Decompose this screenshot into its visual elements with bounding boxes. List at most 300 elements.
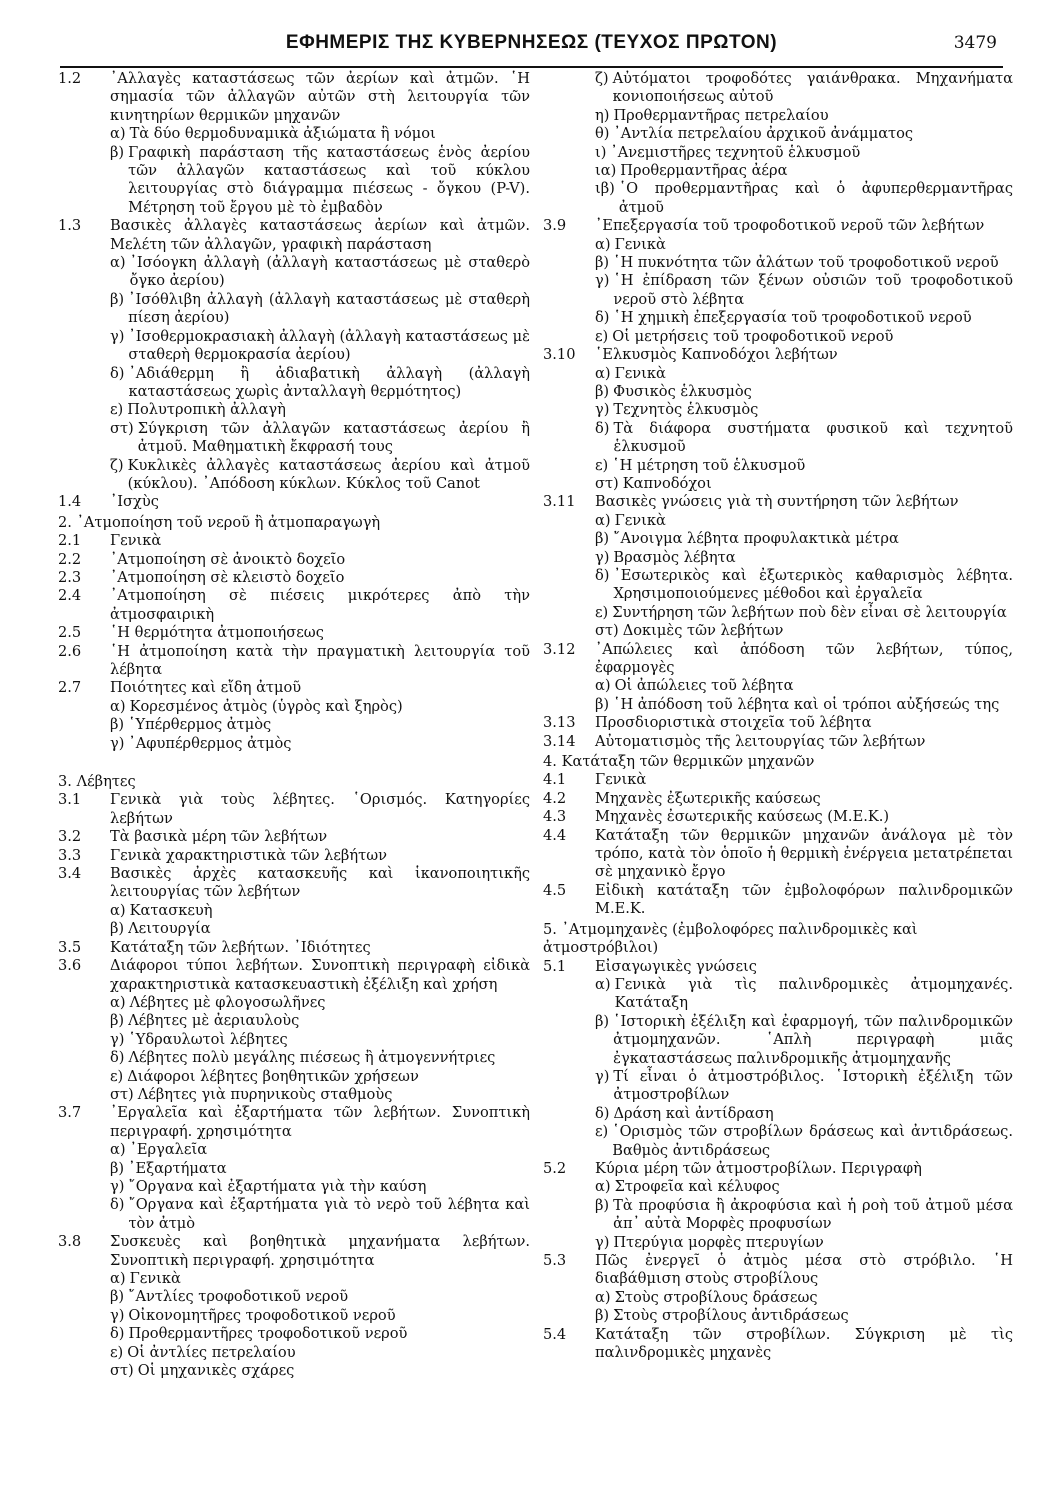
subtopic-text: ῾Η ἀπόδοση τοῦ λέβητα καὶ οἱ τρόποι αὐξήσεώς της: [613, 695, 1000, 713]
topic-text: Γενικὰ χαρακτηριστικὰ τῶν λεβήτων: [110, 846, 387, 864]
subtopic-text: Αὐτόματοι τροφοδότες γαιάνθρακα. Μηχανήματα κονιοποιήσεως αὐτοῦ: [612, 70, 1013, 106]
subtopic-marker: στ): [595, 474, 619, 492]
subtopic-marker: ι): [595, 143, 607, 161]
numbered-topic: [58, 939, 530, 957]
subtopic-text: Προθερμαντῆρες τροφοδοτικοῦ νεροῦ: [128, 1325, 408, 1343]
subtopic-marker: α): [110, 993, 126, 1011]
subtopic-item: [543, 622, 1013, 640]
subtopic-marker: δ): [595, 309, 610, 327]
subtopic-item: [543, 549, 1013, 567]
subtopic-text: ῎Οργανα καὶ ἐξαρτήματα γιὰ τὸ νερὸ τοῦ λέβητα καὶ τὸν ἀτμὸ: [128, 1196, 530, 1232]
topic-text: ῾Η ἀτμοποίηση κατὰ τὴν πραγματικὴ λειτουργία τοῦ λέβητα: [110, 642, 530, 678]
subtopic-text: Οἱ ἀντλίες πετρελαίου: [127, 1343, 296, 1361]
topic-text: Μηχανὲς ἐξωτερικῆς καύσεως: [595, 789, 821, 807]
topic-number: 3.4: [58, 865, 82, 883]
subtopic-text: ᾿Αφυπέρθερμος ἀτμὸς: [128, 734, 292, 752]
topic-number: 5.4: [543, 1325, 567, 1343]
numbered-topic: [543, 790, 1013, 808]
subtopic-item: [58, 735, 530, 753]
topic-text: Μηχανὲς ἐσωτερικῆς καύσεως (Μ.Ε.Κ.): [595, 808, 890, 826]
subtopic-marker: α): [595, 1178, 611, 1196]
subtopic-text: Προθερμαντῆρας πετρελαίου: [613, 106, 829, 124]
subtopic-item: [543, 1307, 1013, 1325]
topic-text: Κύρια μέρη τῶν ἀτμοστροβίλων. Περιγραφὴ: [595, 1159, 922, 1177]
subtopic-marker: στ): [110, 419, 134, 437]
subtopic-text: Φυσικὸς ἑλκυσμὸς: [613, 382, 752, 400]
subtopic-marker: α): [595, 511, 611, 529]
subtopic-item: [543, 365, 1013, 383]
topic-text: ᾿Απώλειες καὶ ἀπόδοση τῶν λεβήτων, τύπος, ἐφαρμογὲς: [595, 640, 1013, 676]
right-column: [543, 70, 1013, 1362]
topic-number: 3.5: [58, 938, 82, 956]
subtopic-marker: γ): [110, 1306, 125, 1324]
subtopic-text: Γενικὰ: [614, 364, 666, 382]
chapter-heading: 3. Λέβητες: [58, 773, 136, 791]
topic-text: Αὐτοματισμὸς τῆς λειτουργίας τῶν λεβήτων: [595, 732, 926, 750]
left-column: [58, 70, 530, 1380]
subtopic-item: [543, 70, 1013, 107]
topic-number: 2.7: [58, 679, 82, 697]
subtopic-marker: δ): [595, 1104, 610, 1122]
topic-text: ᾿Ατμοποίηση σὲ πιέσεις μικρότερες ἀπὸ τὴν ἀτμοσφαιρικὴ: [110, 587, 530, 623]
topic-text: ῾Η θερμότητα ἀτμοποιήσεως: [110, 624, 324, 642]
topic-number: 5.3: [543, 1252, 567, 1269]
subtopic-item: [543, 272, 1013, 309]
subtopic-text: ῾Ορισμὸς τῶν στροβίλων δράσεως καὶ ἀντιδράσεως. Βαθμὸς ἀντιδράσεως: [612, 1123, 1013, 1159]
subtopic-item: [58, 1049, 530, 1067]
subtopic-item: [543, 1234, 1013, 1252]
topic-number: 1.3: [58, 217, 82, 235]
numbered-topic: [58, 865, 530, 902]
subtopic-item: [58, 1031, 530, 1049]
topic-text: Βασικὲς γνώσεις γιὰ τὴ συντήρηση τῶν λεβήτων: [595, 493, 959, 511]
numbered-topic: [58, 1104, 530, 1141]
subtopic-text: Γενικὰ γιὰ τὶς παλινδρομικὲς ἀτμομηχανές. Κατάταξη: [614, 975, 1013, 1012]
numbered-topic: [543, 827, 1013, 882]
numbered-topic: [543, 958, 1013, 976]
numbered-topic: [58, 643, 530, 680]
subtopic-marker: β): [595, 382, 610, 400]
subtopic-marker: β): [595, 530, 610, 548]
subtopic-text: Οἱ μηχανικὲς σχάρες: [137, 1362, 295, 1380]
topic-text: ῾Ελκυσμὸς Καπνοδόχοι λεβήτων: [595, 346, 838, 364]
subtopic-item: [58, 125, 530, 143]
topic-number: 3.3: [58, 846, 82, 864]
topic-number: 2.6: [58, 642, 82, 660]
subtopic-text: Τὰ δύο θερμοδυναμικὰ ἀξιώματα ἢ νόμοι: [129, 125, 436, 143]
topic-text: ᾿Ισχὺς: [110, 493, 159, 511]
subtopic-item: [58, 1012, 530, 1030]
subtopic-marker: ε): [110, 401, 124, 419]
subtopic-item: [543, 1289, 1013, 1307]
subtopic-marker: γ): [595, 401, 610, 419]
subtopic-item: [58, 902, 530, 920]
topic-number: 3.14: [543, 732, 576, 750]
subtopic-text: ᾿Εσωτερικὸς καὶ ἐξωτερικὸς καθαρισμὸς λέβητα. Χρησιμοποιούμενες μέθοδοι καὶ ἐργαλεῖα: [613, 566, 1013, 603]
subtopic-marker: δ): [110, 364, 125, 382]
topic-number: 4.4: [543, 826, 567, 844]
topic-number: 1.2: [58, 70, 82, 87]
subtopic-marker: β): [595, 695, 610, 713]
subtopic-marker: ε): [595, 1123, 609, 1141]
subtopic-marker: στ): [595, 622, 619, 640]
subtopic-item: [543, 1123, 1013, 1160]
topic-text: Εἰδικὴ κατάταξη τῶν ἐμβολοφόρων παλινδρομικῶν Μ.Ε.Κ.: [595, 881, 1013, 918]
subtopic-text: Λέβητες πολὺ μεγάλης πιέσεως ἢ ἀτμογεννήτριες: [128, 1049, 496, 1067]
subtopic-item: [58, 994, 530, 1012]
subtopic-item: [543, 162, 1013, 180]
subtopic-item: [543, 604, 1013, 622]
chapter-heading: 4. Κατάταξη τῶν θερμικῶν μηχανῶν: [543, 753, 815, 771]
subtopic-item: [58, 1196, 530, 1233]
subtopic-marker: α): [595, 364, 611, 382]
subtopic-text: ῎Αντλίες τροφοδοτικοῦ νεροῦ: [128, 1288, 349, 1306]
subtopic-marker: δ): [595, 419, 610, 437]
subtopic-item: [543, 677, 1013, 695]
subtopic-text: Οἱ μετρήσεις τοῦ τροφοδοτικοῦ νεροῦ: [612, 327, 894, 345]
subtopic-text: ῾Η χημικὴ ἐπεξεργασία τοῦ τροφοδοτικοῦ νεροῦ: [613, 309, 972, 327]
subtopic-marker: γ): [110, 734, 125, 752]
subtopic-text: ᾿Ισοθερμοκρασιακὴ ἀλλαγὴ (ἀλλαγὴ καταστάσεως μὲ σταθερὴ θερμοκρασία ἀερίου): [128, 327, 530, 364]
topic-text: ᾿Εργαλεῖα καὶ ἐξαρτήματα τῶν λεβήτων. Συνοπτικὴ περιγραφή. χρησιμότητα: [110, 1104, 530, 1140]
subtopic-marker: β): [595, 254, 610, 272]
numbered-topic: [543, 714, 1013, 732]
subtopic-text: ῾Υπέρθερμος ἀτμὸς: [128, 716, 272, 734]
subtopic-item: [58, 1325, 530, 1343]
numbered-topic: [58, 847, 530, 865]
topic-number: 3.12: [543, 640, 576, 658]
topic-number: 3.10: [543, 346, 576, 364]
numbered-topic: [58, 828, 530, 846]
subtopic-marker: γ): [595, 272, 610, 290]
chapter-heading: 5. ᾿Ατμομηχανὲς (ἐμβολοφόρες παλινδρομικὲς καὶ ἀτμοστρόβιλοι): [543, 920, 918, 957]
subtopic-marker: θ): [595, 125, 610, 143]
subtopic-text: Στοὺς στροβίλους δράσεως: [614, 1288, 818, 1306]
numbered-topic: [58, 532, 530, 550]
subtopic-marker: β): [110, 290, 125, 308]
subtopic-item: [543, 976, 1013, 1013]
topic-text: Συσκευὲς καὶ βοηθητικὰ μηχανήματα λεβήτων. Συνοπτικὴ περιγραφή. χρησιμότητα: [110, 1233, 530, 1269]
subtopic-item: [58, 420, 530, 457]
topic-number: 3.6: [58, 957, 82, 975]
subtopic-marker: α): [110, 125, 126, 143]
subtopic-marker: γ): [110, 327, 125, 345]
subtopic-text: ᾿Εξαρτήματα: [128, 1159, 227, 1177]
subtopic-text: Συντήρηση τῶν λεβήτων ποὺ δὲν εἶναι σὲ λειτουργία: [612, 603, 1007, 621]
numbered-topic: [58, 587, 530, 624]
subtopic-text: Τεχνητὸς ἑλκυσμὸς: [613, 401, 759, 419]
subtopic-item: [58, 1344, 530, 1362]
topic-number: 3.13: [543, 714, 576, 732]
subtopic-item: [58, 1160, 530, 1178]
topic-text: Πῶς ἐνεργεῖ ὁ ἀτμὸς μέσα στὸ στρόβιλο. ῾Η διαβάθμιση στοὺς στροβίλους: [595, 1252, 1013, 1288]
subtopic-marker: δ): [110, 1325, 125, 1343]
subtopic-text: ᾿Αντλία πετρελαίου ἀρχικοῦ ἀνάμματος: [613, 125, 914, 143]
topic-text: Ποιότητες καὶ εἴδη ἀτμοῦ: [110, 679, 302, 697]
subtopic-marker: δ): [110, 1049, 125, 1067]
topic-text: ᾿Αλλαγὲς καταστάσεως τῶν ἀερίων καὶ ἀτμῶν. ῾Η σημασία τῶν ἀλλαγῶν αὐτῶν στὴ λειτουργία τῶν κινητηρίων θερμικῶν μηχανῶν: [110, 70, 530, 124]
subtopic-marker: α): [110, 1270, 126, 1287]
subtopic-text: ῾Υδραυλωτοὶ λέβητες: [128, 1030, 288, 1048]
subtopic-text: ῾Η πυκνότητα τῶν ἀλάτων τοῦ τροφοδοτικοῦ νεροῦ: [613, 254, 999, 272]
topic-number: 1.4: [58, 493, 82, 511]
numbered-topic: [58, 1233, 530, 1270]
numbered-topic: [543, 1252, 1013, 1289]
subtopic-item: [543, 144, 1013, 162]
subtopic-item: [58, 365, 530, 402]
subtopic-text: ῎Οργανα καὶ ἐξαρτήματα γιὰ τὴν καύση: [128, 1177, 427, 1195]
numbered-topic: [543, 1326, 1013, 1363]
subtopic-text: ᾿Εργαλεῖα: [129, 1141, 208, 1159]
topic-text: Γενικὰ: [110, 532, 162, 550]
subtopic-marker: β): [595, 1012, 610, 1030]
subtopic-text: Προθερμαντῆρας ἀέρα: [620, 162, 788, 180]
topic-text: Βασικὲς ἀρχὲς κατασκευῆς καὶ ἱκανοποιητικῆς λειτουργίας τῶν λεβήτων: [110, 865, 530, 901]
subtopic-item: [58, 698, 530, 716]
subtopic-item: [58, 1178, 530, 1196]
subtopic-item: [58, 1141, 530, 1159]
subtopic-item: [543, 530, 1013, 548]
subtopic-item: [58, 144, 530, 218]
subtopic-marker: δ): [595, 566, 610, 584]
page-header: [60, 32, 1003, 68]
subtopic-marker: ια): [595, 162, 617, 180]
subtopic-text: Βρασμὸς λέβητα: [613, 548, 736, 566]
subtopic-text: Πολυτροπικὴ ἀλλαγὴ: [127, 401, 286, 419]
numbered-topic: [58, 70, 530, 125]
subtopic-item: [58, 254, 530, 291]
topic-text: Διάφοροι τύποι λεβήτων. Συνοπτικὴ περιγραφὴ εἰδικὰ χαρακτηριστικὰ κατασκευαστικὴ ἐξέλιξη καὶ χρήση: [110, 957, 530, 993]
subtopic-marker: γ): [595, 1067, 610, 1085]
numbered-topic: [58, 957, 530, 994]
subtopic-marker: γ): [595, 1233, 610, 1251]
subtopic-item: [543, 696, 1013, 714]
topic-number: 4.5: [543, 881, 567, 899]
subtopic-text: Λέβητες γιὰ πυρηνικοὺς σταθμοὺς: [137, 1085, 393, 1103]
subtopic-text: Σύγκριση τῶν ἀλλαγῶν καταστάσεως ἀερίου ἢ ἀτμοῦ. Μαθηματικὴ ἔκφρασή τους: [137, 419, 530, 456]
numbered-topic: [58, 551, 530, 569]
subtopic-text: Γενικὰ: [614, 511, 666, 529]
chapter-heading: 2. ᾿Ατμοποίηση τοῦ νεροῦ ἢ ἀτμοπαραγωγὴ: [58, 513, 381, 531]
subtopic-text: Λειτουργία: [128, 920, 211, 938]
subtopic-item: [58, 716, 530, 734]
subtopic-text: Οἰκονομητῆρες τροφοδοτικοῦ νεροῦ: [128, 1306, 396, 1324]
subtopic-item: [543, 567, 1013, 604]
subtopic-text: Κυκλικὲς ἀλλαγὲς καταστάσεως ἀερίου καὶ ἀτμοῦ (κύκλου). ᾿Απόδοση κύκλων. Κύκλος τοῦ Canot: [127, 456, 530, 492]
subtopic-marker: β): [110, 1159, 125, 1177]
subtopic-text: Δοκιμὲς τῶν λεβήτων: [622, 622, 784, 640]
subtopic-text: Διάφοροι λέβητες βοηθητικῶν χρήσεων: [127, 1067, 419, 1085]
topic-number: 2.5: [58, 624, 82, 642]
subtopic-marker: η): [595, 106, 610, 124]
subtopic-item: [543, 401, 1013, 419]
topic-number: 4.1: [543, 771, 567, 789]
topic-text: Γενικὰ: [595, 771, 647, 789]
topic-number: 2.1: [58, 532, 82, 550]
subtopic-marker: δ): [110, 1196, 125, 1214]
topic-text: ᾿Ατμοποίηση σὲ ἀνοικτὸ δοχεῖο: [110, 550, 346, 568]
subtopic-item: [543, 254, 1013, 272]
subtopic-text: Τί εἶναι ὁ ἀτμοστρόβιλος. ῾Ιστορικὴ ἐξέλιξη τῶν ἀτμοστροβίλων: [613, 1067, 1013, 1104]
subtopic-text: Κατασκευὴ: [129, 901, 213, 919]
subtopic-item: [58, 1270, 530, 1288]
numbered-topic: [543, 1160, 1013, 1178]
topic-number: 4.2: [543, 789, 567, 807]
topic-text: Γενικὰ γιὰ τοὺς λέβητες. ῾Ορισμός. Κατηγορίες λεβήτων: [110, 791, 530, 827]
subtopic-text: Πτερύγια μορφὲς πτερυγίων: [613, 1233, 824, 1251]
subtopic-marker: στ): [110, 1362, 134, 1380]
subtopic-marker: α): [595, 1288, 611, 1306]
subtopic-marker: α): [110, 697, 126, 715]
subtopic-text: ᾿Ανεμιστῆρες τεχνητοῦ ἑλκυσμοῦ: [610, 143, 861, 161]
topic-text: Εἰσαγωγικὲς γνώσεις: [595, 957, 757, 975]
topic-text: Κατάταξη τῶν θερμικῶν μηχανῶν ἀνάλογα μὲ τὸν τρόπο, κατὰ τὸν ὁποῖο ἡ θερμικὴ ἐνέργεια μετατρέπεται σὲ μηχανικὸ ἔργο: [595, 826, 1013, 881]
subtopic-marker: α): [110, 901, 126, 919]
topic-number: 2.3: [58, 568, 82, 586]
topic-text: Κατάταξη τῶν λεβήτων. ᾿Ιδιότητες: [110, 938, 371, 956]
subtopic-marker: ε): [110, 1067, 124, 1085]
numbered-topic: [58, 493, 530, 511]
subtopic-marker: β): [595, 1196, 610, 1214]
subtopic-marker: β): [110, 920, 125, 938]
numbered-topic: [58, 679, 530, 697]
page-number: 3479: [953, 33, 997, 53]
subtopic-text: ῾Ιστορικὴ ἐξέλιξη καὶ ἐφαρμογή, τῶν παλινδρομικῶν ἀτμομηχανῶν. ῾Απλὴ περιγραφὴ μιᾶς ἐγκαταστάσεως παλινδρομικῆς ἀτμομηχανῆς: [613, 1012, 1013, 1067]
topic-number: 3.2: [58, 828, 82, 846]
subtopic-item: [58, 1307, 530, 1325]
subtopic-marker: ζ): [110, 456, 124, 474]
subtopic-marker: α): [595, 677, 611, 695]
topic-number: 5.2: [543, 1159, 567, 1177]
subtopic-text: Λέβητες μὲ ἀεριαυλοὺς: [128, 1012, 300, 1030]
subtopic-text: Γραφικὴ παράσταση τῆς καταστάσεως ἑνὸς ἀερίου τῶν ἀλλαγῶν καταστάσεως καὶ τοῦ κύκλου λειτουργίας στὸ διάγραμμα πιέσεως - ὄγκου (P-V). Μέτρηση τοῦ ἔργου μὲ τὸ ἐμβαδὸν: [128, 143, 530, 216]
subtopic-text: Τὰ διάφορα συστήματα φυσικοῦ καὶ τεχνητοῦ ἑλκυσμοῦ: [613, 419, 1013, 456]
numbered-topic: [58, 624, 530, 642]
section-spacer: [58, 753, 530, 771]
subtopic-text: Καπνοδόχοι: [622, 474, 712, 492]
subtopic-item: [58, 401, 530, 419]
subtopic-text: Λέβητες μὲ φλογοσωλῆνες: [129, 993, 326, 1011]
subtopic-text: ᾿Ισόθλιβη ἀλλαγὴ (ἀλλαγὴ καταστάσεως μὲ σταθερὴ πίεση ἀερίου): [128, 290, 530, 327]
subtopic-item: [58, 1362, 530, 1380]
subtopic-item: [58, 1086, 530, 1104]
subtopic-item: [58, 920, 530, 938]
subtopic-text: ᾿Ισόογκη ἀλλαγὴ (ἀλλαγὴ καταστάσεως μὲ σταθερὸ ὄγκο ἀερίου): [129, 254, 530, 290]
subtopic-marker: β): [110, 1288, 125, 1306]
subtopic-item: [543, 420, 1013, 457]
subtopic-marker: β): [110, 143, 125, 161]
subtopic-item: [543, 457, 1013, 475]
subtopic-text: Στροφεῖα καὶ κέλυφος: [614, 1178, 780, 1196]
subtopic-item: [58, 291, 530, 328]
topic-text: Βασικὲς ἀλλαγὲς καταστάσεως ἀερίων καὶ ἀτμῶν. Μελέτη τῶν ἀλλαγῶν, γραφικὴ παράσταση: [110, 217, 530, 253]
subtopic-marker: β): [595, 1307, 610, 1325]
numbered-topic: [543, 493, 1013, 511]
numbered-topic: [543, 808, 1013, 826]
numbered-topic: [543, 771, 1013, 789]
subtopic-item: [543, 1068, 1013, 1105]
topic-number: 2.2: [58, 550, 82, 568]
numbered-topic: [543, 641, 1013, 678]
subtopic-item: [58, 457, 530, 494]
subtopic-text: ᾿Αδιάθερμη ἢ ἀδιαβατικὴ ἀλλαγὴ (ἀλλαγὴ καταστάσεως χωρὶς ἀνταλλαγὴ θερμότητος): [128, 364, 530, 400]
subtopic-marker: ιβ): [595, 180, 615, 198]
subtopic-item: [543, 107, 1013, 125]
subtopic-marker: β): [110, 1012, 125, 1030]
subtopic-item: [58, 1288, 530, 1306]
topic-text: ᾿Επεξεργασία τοῦ τροφοδοτικοῦ νεροῦ τῶν λεβήτων: [595, 217, 985, 235]
subtopic-marker: ε): [595, 327, 609, 345]
topic-number: 3.1: [58, 791, 82, 809]
topic-number: 3.7: [58, 1104, 82, 1122]
subtopic-text: ῾Ο προθερμαντῆρας καὶ ὁ ἀφυπερθερμαντῆρας ἀτμοῦ: [618, 180, 1013, 216]
numbered-topic: [543, 882, 1013, 919]
numbered-topic: [58, 791, 530, 828]
subtopic-item: [543, 1105, 1013, 1123]
subtopic-item: [543, 475, 1013, 493]
subtopic-text: Δράση καὶ ἀντίδραση: [613, 1104, 774, 1122]
subtopic-text: ῎Ανοιγμα λέβητα προφυλακτικὰ μέτρα: [613, 530, 899, 548]
subtopic-item: [543, 309, 1013, 327]
subtopic-marker: γ): [110, 1030, 125, 1048]
subtopic-item: [543, 1013, 1013, 1068]
subtopic-marker: ε): [110, 1343, 124, 1361]
numbered-topic: [543, 733, 1013, 751]
publication-title: ΕΦΗΜΕΡΙΣ ΤΗΣ ΚΥΒΕΡΝΗΣΕΩΣ (ΤΕΥΧΟΣ ΠΡΩΤΟΝ): [285, 32, 778, 53]
topic-text: Προσδιοριστικὰ στοιχεῖα τοῦ λέβητα: [595, 714, 872, 732]
subtopic-text: Γενικὰ: [129, 1270, 181, 1287]
subtopic-marker: α): [595, 975, 611, 993]
subtopic-item: [543, 1197, 1013, 1234]
subtopic-marker: β): [110, 716, 125, 734]
subtopic-item: [543, 383, 1013, 401]
subtopic-marker: ε): [595, 603, 609, 621]
subtopic-item: [58, 328, 530, 365]
topic-number: 3.8: [58, 1233, 82, 1251]
numbered-topic: [58, 569, 530, 587]
numbered-topic: [543, 346, 1013, 364]
topic-number: 4.3: [543, 808, 567, 826]
subtopic-item: [543, 180, 1013, 217]
subtopic-text: Οἱ ἀπώλειες τοῦ λέβητα: [614, 677, 794, 695]
subtopic-marker: ζ): [595, 70, 609, 87]
subtopic-marker: α): [110, 254, 126, 272]
topic-text: Κατάταξη τῶν στροβίλων. Σύγκριση μὲ τὶς παλινδρομικὲς μηχανὲς: [595, 1325, 1013, 1362]
subtopic-item: [58, 1068, 530, 1086]
numbered-topic: [543, 217, 1013, 235]
subtopic-item: [543, 236, 1013, 254]
subtopic-item: [543, 512, 1013, 530]
subtopic-text: Τὰ προφύσια ἢ ἀκροφύσια καὶ ἡ ροὴ τοῦ ἀτμοῦ μέσα ἀπ᾿ αὐτὰ Μορφὲς προφυσίων: [613, 1196, 1013, 1233]
subtopic-text: Στοὺς στροβίλους ἀντιδράσεως: [613, 1307, 849, 1325]
subtopic-marker: στ): [110, 1085, 134, 1103]
topic-text: ᾿Ατμοποίηση σὲ κλειστὸ δοχεῖο: [110, 568, 345, 586]
subtopic-item: [543, 125, 1013, 143]
topic-number: 3.11: [543, 493, 576, 511]
topic-number: 5.1: [543, 957, 567, 975]
subtopic-marker: γ): [110, 1177, 125, 1195]
topic-number: 3.9: [543, 217, 567, 235]
subtopic-item: [543, 328, 1013, 346]
topic-number: 2.4: [58, 587, 82, 605]
subtopic-marker: α): [595, 235, 611, 253]
subtopic-text: ῾Η μέτρηση τοῦ ἑλκυσμοῦ: [612, 456, 806, 474]
subtopic-text: ῾Η ἐπίδραση τῶν ξένων οὐσιῶν τοῦ τροφοδοτικοῦ νεροῦ στὸ λέβητα: [613, 272, 1013, 308]
subtopic-item: [543, 1178, 1013, 1196]
subtopic-marker: α): [110, 1141, 126, 1159]
subtopic-text: Κορεσμένος ἀτμὸς (ὑγρὸς καὶ ξηρὸς): [129, 697, 403, 715]
subtopic-marker: γ): [595, 548, 610, 566]
